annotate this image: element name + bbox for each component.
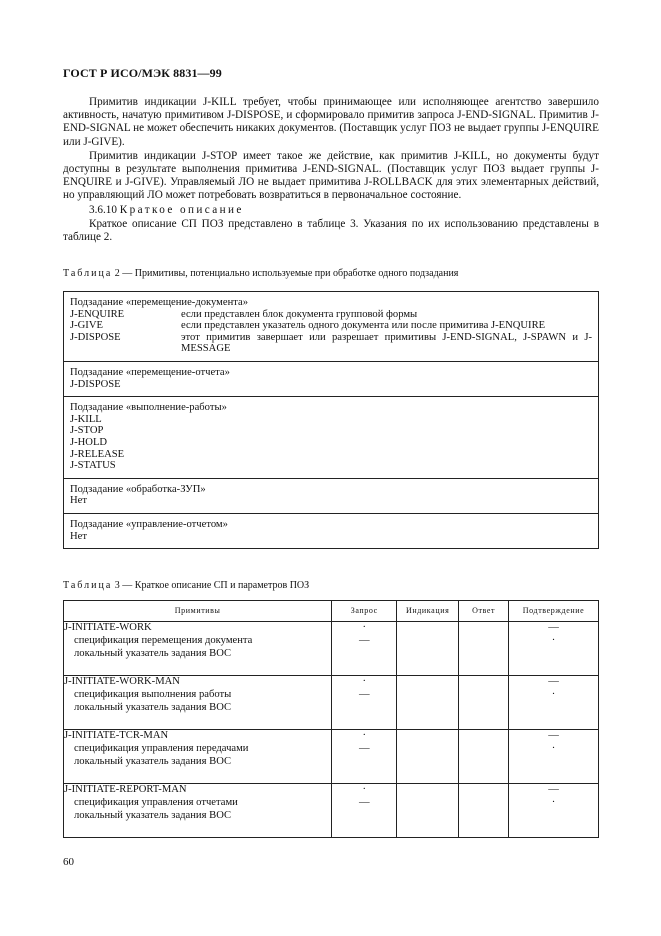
paragraph: Примитив индикации J-KILL требует, чтобы принимающее или исполняющее агентство завершило активность, начатую примитивом J-DISPOSE, и сформировало примитив запроса J-END-SIGNAL. Примитив J-END-SIGNAL не может обеспечить никаких документов. (Поставщик услуг ПОЗ не выдает группы J-ENQUIRE или J-GIVE). [63, 96, 599, 148]
table2-label: Таблица [63, 268, 113, 279]
section-number: 3.6.10 [89, 203, 117, 216]
table2-section-title: Подзадание «перемещение-документа» [70, 297, 249, 308]
primitive-cell [64, 676, 332, 730]
mark: — [548, 784, 559, 795]
section-title: Краткое описание [119, 203, 244, 216]
mark: · [551, 634, 556, 646]
primitive-name: J-KILL [70, 413, 102, 425]
indication-cell [397, 730, 459, 784]
parameter: локальный указатель задания ВОС [74, 647, 232, 659]
mark: · [362, 730, 367, 741]
table2-section [64, 292, 598, 361]
response-cell [459, 676, 509, 730]
table2-caption-text: 2 — Примитивы, потенциально используемые при обработке одного подзадания [114, 268, 459, 279]
primitive-name: J-INITIATE-TCR-MAN [64, 730, 169, 741]
table2-row [70, 332, 592, 355]
parameter: спецификация управления отчетами [74, 796, 238, 808]
mark: · [551, 742, 556, 754]
mark: — [548, 622, 559, 633]
table2-section [64, 478, 598, 513]
primitive-desc: если представлен блок документа групповой формы [181, 308, 418, 320]
table3 [63, 600, 599, 838]
mark: — [358, 796, 370, 808]
document-header: ГОСТ Р ИСО/МЭК 8831—99 [63, 66, 222, 80]
primitive-desc: этот примитив завершает или разрешает примитивы J-END-SIGNAL, J-SPAWN и J-MESSAGE [181, 331, 592, 355]
paragraph: Краткое описание СП ПОЗ представлено в таблице 3. Указания по их использованию представлены в таблице 2. [63, 217, 599, 244]
table2 [63, 291, 599, 549]
table3-header-row [64, 601, 599, 622]
request-cell [332, 622, 397, 676]
table2-section [64, 361, 598, 396]
request-cell [332, 676, 397, 730]
mark: · [362, 622, 367, 633]
table-row [64, 784, 599, 838]
parameter: спецификация управления передачами [74, 742, 249, 754]
primitive-cell [64, 622, 332, 676]
mark: · [362, 676, 367, 687]
primitive-name: Нет [70, 495, 87, 507]
primitive-desc: если представлен указатель одного документа или после примитива J-ENQUIRE [181, 320, 546, 332]
table2-section-title: Подзадание «выполнение-работы» [70, 402, 227, 414]
column-header: Запрос [332, 601, 397, 622]
request-cell [332, 784, 397, 838]
mark: — [548, 676, 559, 687]
column-header: Ответ [459, 601, 509, 622]
primitive-name: Нет [70, 530, 87, 542]
table-row [64, 730, 599, 784]
response-cell [459, 622, 509, 676]
parameter: локальный указатель задания ВОС [74, 809, 232, 821]
table-row [64, 622, 599, 676]
request-cell [332, 730, 397, 784]
parameter: спецификация выполнения работы [74, 688, 232, 700]
response-cell [459, 730, 509, 784]
indication-cell [397, 676, 459, 730]
mark: — [358, 742, 370, 754]
table2-section [64, 396, 598, 478]
primitive-name: J-GIVE [70, 320, 103, 332]
mark: · [551, 688, 556, 700]
mark: · [362, 784, 367, 795]
table3-caption-text: 3 — Краткое описание СП и параметров ПОЗ [114, 580, 310, 591]
primitive-name: J-INITIATE-WORK-MAN [64, 676, 180, 687]
primitive-name: J-RELEASE [70, 448, 125, 460]
parameter: спецификация перемещения документа [74, 634, 253, 646]
confirm-cell [509, 730, 599, 784]
table3-caption [63, 580, 309, 591]
parameter: локальный указатель задания ВОС [74, 701, 232, 713]
table3-label: Таблица [63, 580, 113, 591]
mark: — [548, 730, 559, 741]
confirm-cell [509, 784, 599, 838]
parameter: локальный указатель задания ВОС [74, 755, 232, 767]
mark: — [358, 688, 370, 700]
primitive-name: J-ENQUIRE [70, 308, 125, 320]
primitive-cell [64, 730, 332, 784]
table2-section [64, 513, 598, 548]
page-number: 60 [63, 856, 74, 868]
indication-cell [397, 622, 459, 676]
mark: — [358, 634, 370, 646]
primitive-name: J-HOLD [70, 436, 108, 448]
response-cell [459, 784, 509, 838]
primitive-name: J-INITIATE-WORK [64, 622, 152, 633]
section-heading [63, 204, 599, 217]
primitive-name: J-DISPOSE [70, 331, 121, 343]
confirm-cell [509, 676, 599, 730]
primitive-cell [64, 784, 332, 838]
body-text [63, 96, 599, 245]
table2-section-title: Подзадание «управление-отчетом» [70, 518, 228, 530]
table2-row [70, 320, 592, 332]
primitive-name: J-STOP [70, 425, 104, 437]
column-header: Индикация [397, 601, 459, 622]
table-row [64, 676, 599, 730]
primitive-name: J-DISPOSE [70, 378, 121, 390]
primitive-name: J-INITIATE-REPORT-MAN [64, 784, 187, 795]
mark: · [551, 796, 556, 808]
primitive-name: J-STATUS [70, 460, 116, 472]
table2-caption [63, 268, 458, 279]
table2-section-title: Подзадание «перемещение-отчета» [70, 366, 230, 378]
column-header: Подтверждение [509, 601, 599, 622]
paragraph: Примитив индикации J-STOP имеет такое же действие, как примитив J-KILL, но документы будут доступны в результате выполнения примитива J-END-SIGNAL. (Поставщик услуг ПОЗ выдает группы J-ENQUIRE и J-GIVE). Управляемый ЛО не выдает примитива J-ROLLBACK для этих элементарных действий, но управляющий ЛО может потребовать возвратиться в первоначальное состояние. [63, 149, 599, 202]
indication-cell [397, 784, 459, 838]
table2-row [70, 309, 592, 321]
column-header: Примитивы [64, 601, 332, 622]
confirm-cell [509, 622, 599, 676]
table2-section-title: Подзадание «обработка-ЗУП» [70, 483, 206, 495]
